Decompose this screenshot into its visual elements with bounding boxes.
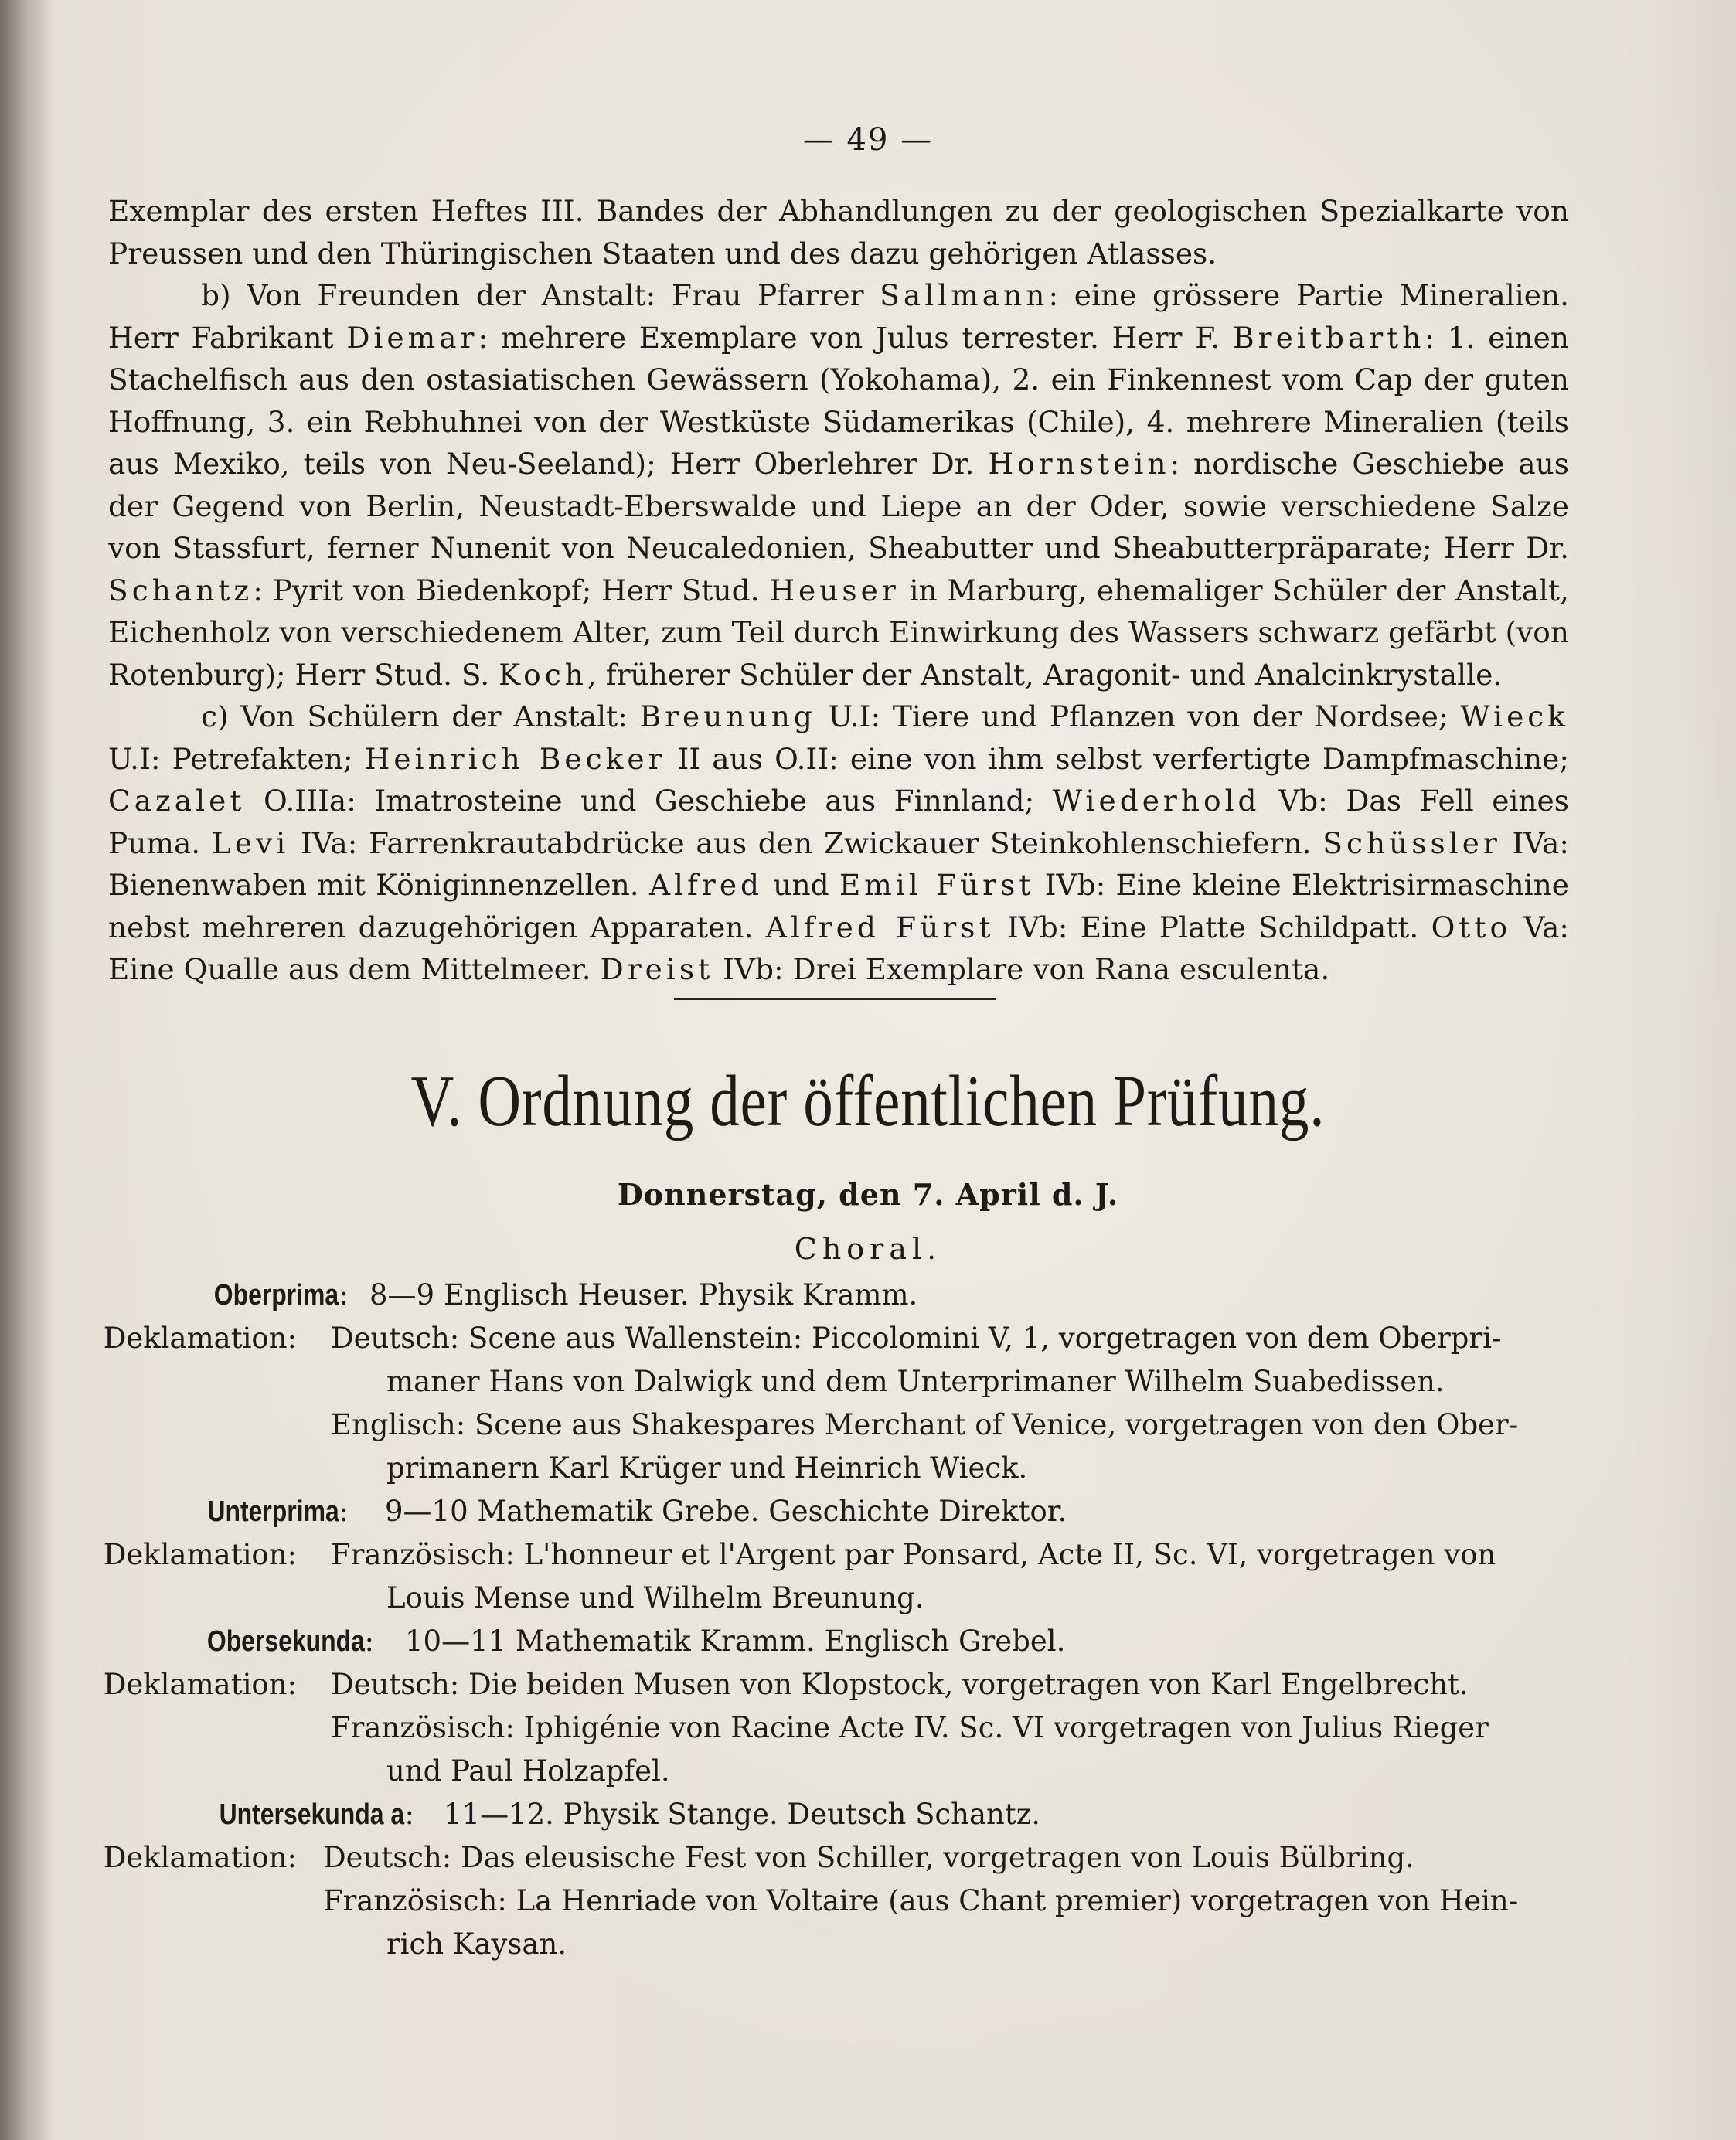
donor-name: Schantz [108, 573, 254, 607]
student-name: Breunung [639, 699, 816, 733]
declamation-line: Französisch: La Henriade von Voltaire (aus Chant premier) vorgetragen von Hein- [323, 1884, 1519, 1917]
declamation-line: maner Hans von Dalwigk und dem Unterprimaner Wilhelm Suabedissen. [386, 1365, 1445, 1398]
section-title: V. Ordnung der öffentlichen Prüfung. [410, 1061, 1326, 1141]
exam-date: Donnerstag, den 7. April d. J. [617, 1177, 1119, 1212]
declamation-line: Deutsch: Das eleusische Fest von Schiller, vorgetragen von Louis Bülbring. [323, 1841, 1414, 1874]
donor-name: Hornstein [988, 447, 1170, 481]
declamation-label: Deklamation: [103, 1322, 297, 1355]
donor-name: Heuser [769, 573, 900, 607]
declamation-line: und Paul Holzapfel. [386, 1754, 670, 1788]
donor-name: Breitbarth [1233, 320, 1425, 355]
schedule-class-obersekunda: Obersekunda: [177, 1623, 374, 1660]
declamation-label: Deklamation: [103, 1841, 297, 1874]
declamation-label: Deklamation: [103, 1668, 297, 1701]
section-divider [674, 998, 996, 1000]
student-name: Cazalet [108, 784, 246, 818]
declamation-line: Deutsch: Scene aus Wallenstein: Piccolomini V, 1, vorgetragen von dem Oberpri- [331, 1322, 1502, 1355]
class-label: Untersekunda a [220, 1798, 405, 1831]
schedule-subjects: 9—10 Mathematik Grebe. Geschichte Direktor. [385, 1495, 1067, 1528]
student-name: Wiederhold [1052, 784, 1261, 818]
student-name: Schüssler [1322, 825, 1501, 860]
donations-text [108, 190, 1569, 991]
class-label: Unterprima [207, 1495, 339, 1528]
student-name: Levi [211, 825, 290, 860]
student-name: Alfred [648, 868, 764, 902]
donor-name: Koch [499, 657, 587, 692]
declamation-line: Französisch: L'honneur et l'Argent par Ponsard, Acte II, Sc. VI, vorgetragen von [331, 1538, 1496, 1571]
declamation-label: Deklamation: [103, 1538, 297, 1571]
donor-name: Diemar [346, 320, 478, 355]
class-label: Obersekunda [206, 1625, 365, 1658]
schedule-subjects: 10—11 Mathematik Kramm. Englisch Grebel. [405, 1625, 1066, 1658]
donor-name: Sallmann [880, 278, 1049, 312]
paragraph-friends: b) Von Freunden der Anstalt: Frau Pfarrer Sallmann: eine grössere Partie Mineralien. Herr Fabrikant Diemar: mehrere Exemplare von Julus terrester. Herr F. Breitbarth: 1. einen Stachelfisch aus den ostasiatischen Gewässern (Yokohama), 2. ein Finkennest vom Cap der guten Hoffnung, 3. ein Rebhuhnei von der Westküste Südamerikas (Chile), 4. mehrere Mineralien (teils aus Mexiko, teils von Neu-Seeland); Herr Oberlehrer Dr. Hornstein: nordische Geschiebe aus der Gegend von Berlin, Neustadt-Eberswalde und Liepe an der Oder, sowie verschiedene Salze von Stassfurt, ferner Nunenit von Neucaledonien, Sheabutter und Sheabutterpräparate; Herr Dr. Schantz: Pyrit von Biedenkopf; Herr Stud. Heuser in Marburg, ehemaliger Schüler der Anstalt, Eichenholz von verschiedenem Alter, zum Teil durch Einwirkung des Wassers schwarz gefärbt (von Rotenburg); Herr Stud. S. Koch, früherer Schüler der Anstalt, Aragonit- und Analcinkrystalle. [108, 278, 1570, 692]
schedule-subjects: 8—9 Englisch Heuser. Physik Kramm. [369, 1278, 918, 1312]
student-name: Heinrich Becker [364, 741, 666, 776]
declamation-line: primanern Karl Krüger und Heinrich Wieck. [386, 1451, 1028, 1485]
student-name: Otto [1431, 910, 1512, 944]
declamation-line: Französisch: Iphigénie von Racine Acte IV. Sc. VI vorgetragen von Julius Rieger [331, 1711, 1489, 1744]
page-number: — 49 — [802, 122, 934, 158]
student-name: Dreist [600, 952, 714, 986]
schedule-class-oberprima: Oberprima: [190, 1277, 349, 1314]
binding-shadow [0, 0, 54, 2140]
declamation-line: Englisch: Scene aus Shakespares Merchant of Venice, vorgetragen von den Ober- [331, 1408, 1519, 1441]
schedule-class-untersekunda: Untersekunda a: [184, 1796, 414, 1833]
student-name: Alfred Fürst [765, 910, 995, 944]
student-name: Emil Fürst [839, 868, 1035, 902]
schedule-class-unterprima: Unterprima: [182, 1493, 349, 1530]
declamation-line: Deutsch: Die beiden Musen von Klopstock, vorgetragen von Karl Engelbrecht. [331, 1668, 1469, 1701]
choral: Choral. [794, 1232, 942, 1266]
class-label: Oberprima [214, 1279, 339, 1312]
declamation-line: Louis Mense und Wilhelm Breunung. [386, 1581, 924, 1614]
paragraph-students: c) Von Schülern der Anstalt: Breunung U.I: Tiere und Pflanzen von der Nordsee; Wieck U.I: Petrefakten; Heinrich Becker II aus O.II: eine von ihm selbst verfertigte Dampfmaschine; Cazalet O.IIIa: Imatrosteine und Geschiebe aus Finnland; Wiederhold Vb: Das Fell eines Puma. Levi IVa: Farrenkrautabdrücke aus den Zwickauer Steinkohlenschiefern. Schüssler IVa: Bienenwaben mit Königinnenzellen. Alfred und Emil Fürst IVb: Eine kleine Elektrisirmaschine nebst mehreren dazugehörigen Apparaten. Alfred Fürst IVb: Eine Platte Schildpatt. Otto Va: Eine Qualle aus dem Mittelmeer. Dreist IVb: Drei Exemplare von Rana esculenta. [108, 699, 1569, 986]
schedule-subjects: 11—12. Physik Stange. Deutsch Schantz. [444, 1798, 1040, 1831]
declamation-line: rich Kaysan. [386, 1927, 567, 1961]
student-name: Wieck [1460, 699, 1569, 733]
paragraph-atlas: Exemplar des ersten Heftes III. Bandes der Abhandlungen zu der geologischen Spezialkarte von Preussen und den Thüringischen Staaten und des dazu gehörigen Atlasses. [108, 194, 1569, 270]
